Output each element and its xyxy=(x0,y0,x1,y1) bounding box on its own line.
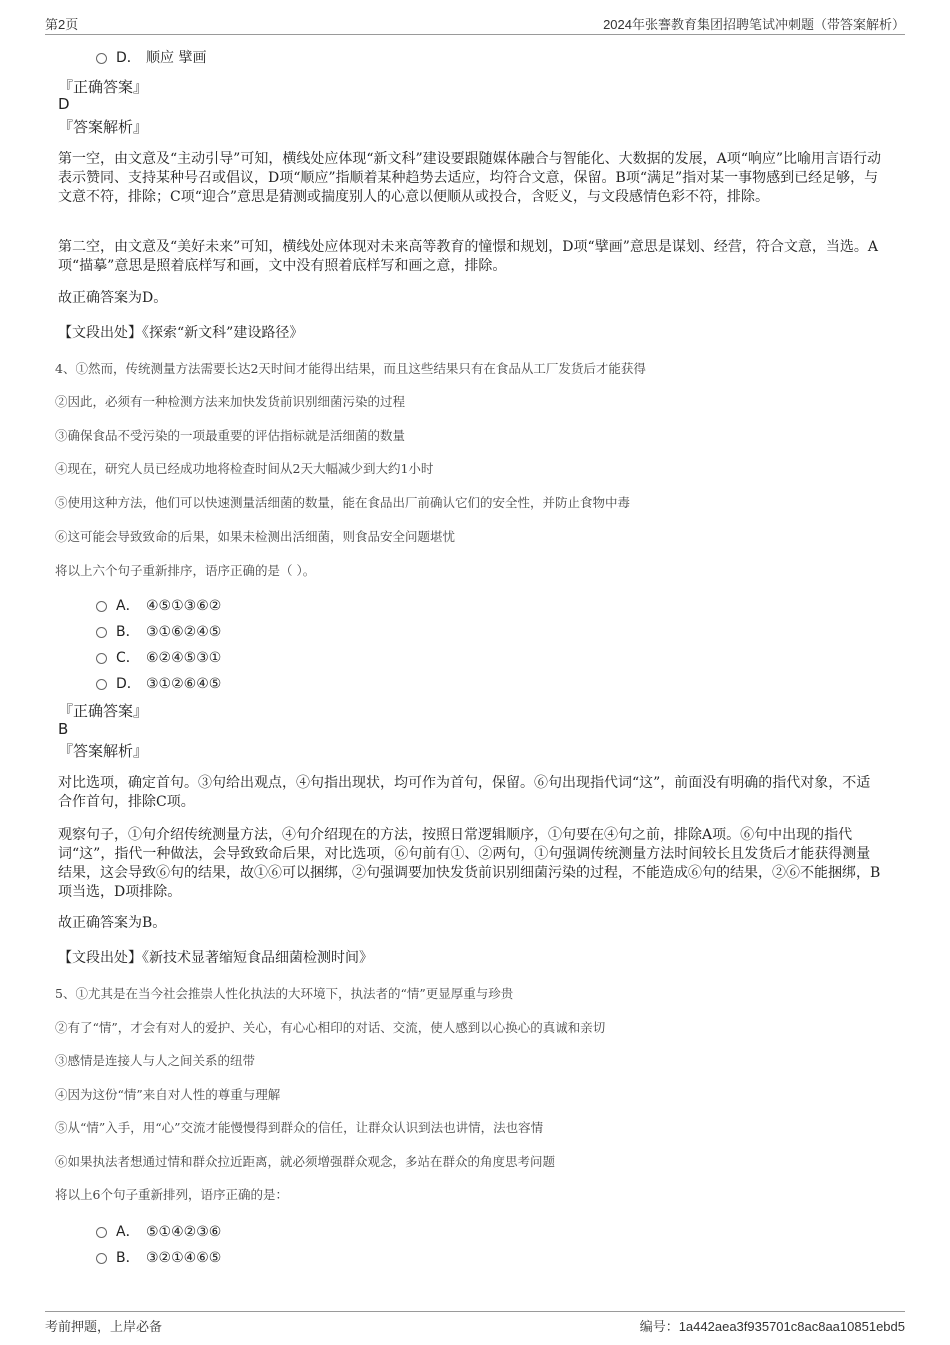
q3-analysis-paragraph: 第一空，由文意及“主动引导”可知，横线处应体现“新文科”建设要跟随媒体融合与智能化、大数据的发展，A项“响应”比喻用言语行动表示赞同、支持某种号召或倡议，D项“顺应”指顺着某种趋势去适应，均符合文意，保留。B项“满足”指对某一事物感到已经足够，与文意不符，排除；C项“迎合”意思是猜测或揣度别人的心意以便顺从或投合，含贬义，与文段感情色彩不符，排除。 xyxy=(58,151,882,205)
document-title: 2024年张謇教育集团招聘笔试冲刺题（带答案解析） xyxy=(603,17,905,32)
q4-sentence: 4、①然而，传统测量方法需要长达2天时间才能得出结果，而且这些结果只有在食品从工厂发货后才能获得 xyxy=(55,361,646,376)
option-label: C． xyxy=(116,650,140,666)
option-label: B． xyxy=(116,624,140,640)
q4-prompt: 将以上六个句子重新排序，语序正确的是（ ）。 xyxy=(55,563,316,578)
q4-analysis-paragraph: 对比选项，确定首句。③句给出观点，④句指出现状，均可作为首句，保留。⑥句出现指代词“这”，前面没有明确的指代对象，不适合作首句，排除C项。 xyxy=(58,775,871,810)
radio-icon[interactable] xyxy=(96,653,107,664)
q4-sentence: ③确保食品不受污染的一项最重要的评估指标就是活细菌的数量 xyxy=(55,428,406,443)
radio-icon[interactable] xyxy=(96,53,107,64)
option-text: ③②①④⑥⑤ xyxy=(146,1250,222,1266)
q4-option-a[interactable] xyxy=(96,595,221,615)
page-header xyxy=(45,12,905,35)
option-text: ③①②⑥④⑤ xyxy=(146,676,222,692)
footer-slogan: 考前押题，上岸必备 xyxy=(45,1319,163,1334)
option-label: A． xyxy=(116,1224,140,1240)
q4-source: 【文段出处】《新技术显著缩短食品细菌检测时间》 xyxy=(58,950,373,966)
q4-sentence: ④现在，研究人员已经成功地将检查时间从2天大幅减少到大约1小时 xyxy=(55,461,434,476)
q4-option-b[interactable] xyxy=(96,621,221,641)
q5-sentence: ⑤从“情”入手，用“心”交流才能慢慢得到群众的信任，让群众认识到法也讲情，法也容情 xyxy=(55,1120,544,1135)
q3-answer-tag: 『正确答案』 xyxy=(58,78,149,96)
radio-icon[interactable] xyxy=(96,679,107,690)
option-label: D． xyxy=(116,50,141,66)
q4-answer-tag: 『正确答案』 xyxy=(58,702,149,720)
page-number: 第2页 xyxy=(45,17,79,32)
q5-sentence: ⑥如果执法者想通过情和群众拉近距离，就必须增强群众观念，多站在群众的角度思考问题 xyxy=(55,1154,556,1169)
q5-option-b[interactable] xyxy=(96,1247,221,1267)
q5-sentence: ③感情是连接人与人之间关系的纽带 xyxy=(55,1053,256,1068)
q4-analysis-tag: 『答案解析』 xyxy=(58,742,149,760)
document-id: 编号：1a442aea3f935701c8ac8aa10851ebd5 xyxy=(639,1319,905,1334)
q3-conclusion: 故正确答案为D。 xyxy=(58,290,168,306)
option-label: B． xyxy=(116,1250,140,1266)
q4-option-c[interactable] xyxy=(96,647,221,667)
q4-sentence: ②因此，必须有一种检测方法来加快发货前识别细菌污染的过程 xyxy=(55,394,406,409)
page-footer xyxy=(45,1311,905,1336)
radio-icon[interactable] xyxy=(96,627,107,638)
radio-icon[interactable] xyxy=(96,601,107,612)
q4-analysis-paragraph: 观察句子，①句介绍传统测量方法，④句介绍现在的方法，按照日常逻辑顺序，①句要在④句之前，排除A项。⑥句中出现的指代词“这”，指代一种做法，会导致致命后果，对比选项，⑥句前有①、②两句，①句强调传统测量方法时间较长且发货后才能获得测量结果，这会导致⑥句的结果，故①⑥可以捆绑，②句强调要加快发货前识别细菌污染的过程，不能造成⑥句的结果，②⑥不能捆绑，B项当选，D项排除。 xyxy=(58,827,881,900)
radio-icon[interactable] xyxy=(96,1253,107,1264)
q4-option-d[interactable] xyxy=(96,673,221,693)
radio-icon[interactable] xyxy=(96,1227,107,1238)
option-text: ⑥②④⑤③① xyxy=(146,650,222,666)
q3-option-d[interactable] xyxy=(96,47,206,67)
q5-sentence: ②有了“情”，才会有对人的爱护、关心，有心心相印的对话、交流，使人感到以心换心的真诚和亲切 xyxy=(55,1020,606,1035)
option-text: 顺应 擘画 xyxy=(146,50,207,66)
option-text: ⑤①④②③⑥ xyxy=(146,1224,222,1240)
q4-sentence: ⑥这可能会导致致命的后果，如果未检测出活细菌，则食品安全问题堪忧 xyxy=(55,529,456,544)
q5-sentence: 5、①尤其是在当今社会推崇人性化执法的大环境下，执法者的“情”更显厚重与珍贵 xyxy=(55,986,514,1001)
q4-answer: B xyxy=(58,720,69,738)
option-label: D． xyxy=(116,676,141,692)
q5-prompt: 将以上6个句子重新排列，语序正确的是： xyxy=(55,1187,288,1202)
q5-sentence: ④因为这份“情”来自对人性的尊重与理解 xyxy=(55,1087,281,1102)
q3-analysis-tag: 『答案解析』 xyxy=(58,118,149,136)
q3-analysis-paragraph: 第二空，由文意及“美好未来”可知，横线处应体现对未来高等教育的憧憬和规划，D项“擘画”意思是谋划、经营，符合文意，当选。A项“描摹”意思是照着底样写和画，文中没有照着底样写和画之意，排除。 xyxy=(58,239,878,274)
q4-conclusion: 故正确答案为B。 xyxy=(58,915,167,931)
q5-option-a[interactable] xyxy=(96,1221,221,1241)
option-text: ④⑤①③⑥② xyxy=(146,598,222,614)
option-label: A． xyxy=(116,598,140,614)
q4-sentence: ⑤使用这种方法，他们可以快速测量活细菌的数量，能在食品出厂前确认它们的安全性，并防止食物中毒 xyxy=(55,495,631,510)
option-text: ③①⑥②④⑤ xyxy=(146,624,222,640)
q3-source: 【文段出处】《探索“新文科”建设路径》 xyxy=(58,325,304,341)
q3-answer: D xyxy=(58,95,70,113)
